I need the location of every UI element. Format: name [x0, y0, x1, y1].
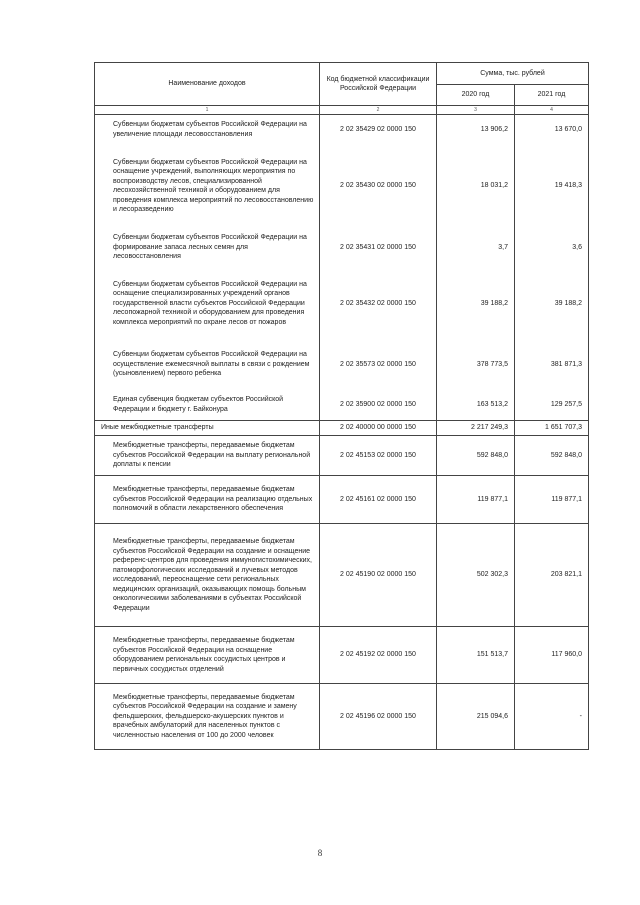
row-value-2020: 2 217 249,3: [437, 421, 515, 436]
row-value-2020: 378 773,5: [437, 340, 515, 390]
page-number: 8: [317, 848, 323, 858]
row-value-2021: 203 821,1: [515, 524, 589, 627]
row-value-2021: 1 651 707,3: [515, 421, 589, 436]
row-value-2021: 39 188,2: [515, 268, 589, 340]
row-code: 2 02 35432 02 0000 150: [320, 268, 437, 340]
row-value-2020: 163 513,2: [437, 390, 515, 421]
row-value-2021: 592 848,0: [515, 436, 589, 476]
table-row: [95, 627, 589, 684]
table-row: [95, 684, 589, 750]
row-value-2020: 502 302,3: [437, 524, 515, 627]
row-code: 2 02 35900 02 0000 150: [320, 390, 437, 421]
row-code: 2 02 40000 00 0000 150: [320, 421, 437, 436]
row-name: Межбюджетные трансферты, передаваемые бюджетам субъектов Российской Федерации на выплату региональной доплаты к пенсии: [95, 436, 320, 476]
row-value-2020: 18 031,2: [437, 145, 515, 228]
row-code: 2 02 45161 02 0000 150: [320, 476, 437, 524]
table-row-total: [95, 421, 589, 436]
row-value-2020: 151 513,7: [437, 627, 515, 684]
row-name: Межбюджетные трансферты, передаваемые бюджетам субъектов Российской Федерации на оснащение оборудованием региональных сосудистых центров и первичных сосудистых отделений: [95, 627, 320, 684]
row-value-2021: 381 871,3: [515, 340, 589, 390]
row-value-2021: -: [515, 684, 589, 750]
row-name: Иные межбюджетные трансферты: [95, 421, 320, 436]
row-value-2020: 3,7: [437, 228, 515, 268]
row-code: 2 02 35573 02 0000 150: [320, 340, 437, 390]
row-code: 2 02 45192 02 0000 150: [320, 627, 437, 684]
row-name: Субвенции бюджетам субъектов Российской Федерации на оснащение специализированных учреждений органов государственной власти субъектов Российской Федерации лесопожарной техникой и оборудованием для проведения комплекса мероприятий по охране лесов от пожаров: [95, 268, 320, 340]
table-row: [95, 268, 589, 340]
row-value-2021: 19 418,3: [515, 145, 589, 228]
header-year-2020: 2020 год: [437, 85, 515, 106]
row-name: Субвенции бюджетам субъектов Российской Федерации на увеличение площади лесовосстановления: [95, 115, 320, 145]
header-income-name: Наименование доходов: [95, 63, 320, 106]
row-code: 2 02 45196 02 0000 150: [320, 684, 437, 750]
column-number: 2: [320, 106, 437, 115]
row-value-2020: 592 848,0: [437, 436, 515, 476]
table-row: [95, 340, 589, 390]
row-name: Межбюджетные трансферты, передаваемые бюджетам субъектов Российской Федерации на создание и оснащение референс-центров для проведения иммуногистохимических, патоморфологических исследований и лучевых методов исследований, переоснащение сети региональных медицинских организаций, оказывающих помощь больным онкологическими заболеваниями в субъектах Российской Федерации: [95, 524, 320, 627]
header-sum: Сумма, тыс. рублей: [437, 63, 589, 85]
table-row: [95, 145, 589, 228]
row-code: 2 02 35431 02 0000 150: [320, 228, 437, 268]
row-value-2021: 13 670,0: [515, 115, 589, 145]
row-value-2021: 119 877,1: [515, 476, 589, 524]
row-name: Субвенции бюджетам субъектов Российской Федерации на осуществление ежемесячной выплаты в связи с рождением (усыновлением) первого ребенка: [95, 340, 320, 390]
row-value-2020: 39 188,2: [437, 268, 515, 340]
row-value-2021: 117 960,0: [515, 627, 589, 684]
row-name: Межбюджетные трансферты, передаваемые бюджетам субъектов Российской Федерации на создание и замену фельдшерских, фельдшерско-акушерских пунктов и врачебных амбулаторий для населенных пунктов с численностью населения от 100 до 2000 человек: [95, 684, 320, 750]
table-row: [95, 115, 589, 145]
header-year-2021: 2021 год: [515, 85, 589, 106]
header-budget-code: Код бюджетной классификации Российской Федерации: [320, 63, 437, 106]
column-number: 1: [95, 106, 320, 115]
row-value-2020: 119 877,1: [437, 476, 515, 524]
row-code: 2 02 35429 02 0000 150: [320, 115, 437, 145]
revenue-table: [94, 62, 589, 750]
table-row: [95, 476, 589, 524]
column-number: 3: [437, 106, 515, 115]
column-number: 4: [515, 106, 589, 115]
row-code: 2 02 35430 02 0000 150: [320, 145, 437, 228]
table-row: [95, 524, 589, 627]
row-value-2020: 215 094,6: [437, 684, 515, 750]
table-row: [95, 390, 589, 421]
row-value-2020: 13 906,2: [437, 115, 515, 145]
table-row: [95, 436, 589, 476]
row-value-2021: 3,6: [515, 228, 589, 268]
row-name: Единая субвенция бюджетам субъектов Российской Федерации и бюджету г. Байконура: [95, 390, 320, 421]
row-code: 2 02 45190 02 0000 150: [320, 524, 437, 627]
row-name: Межбюджетные трансферты, передаваемые бюджетам субъектов Российской Федерации на реализацию отдельных полномочий в области лекарственного обеспечения: [95, 476, 320, 524]
row-name: Субвенции бюджетам субъектов Российской Федерации на оснащение учреждений, выполняющих мероприятия по воспроизводству лесов, специализированной лесохозяйственной техникой и оборудованием для проведения комплекса мероприятий по лесовосстановлению и лесоразведению: [95, 145, 320, 228]
table-row: [95, 228, 589, 268]
row-code: 2 02 45153 02 0000 150: [320, 436, 437, 476]
row-value-2021: 129 257,5: [515, 390, 589, 421]
row-name: Субвенции бюджетам субъектов Российской Федерации на формирование запаса лесных семян для лесовосстановления: [95, 228, 320, 268]
